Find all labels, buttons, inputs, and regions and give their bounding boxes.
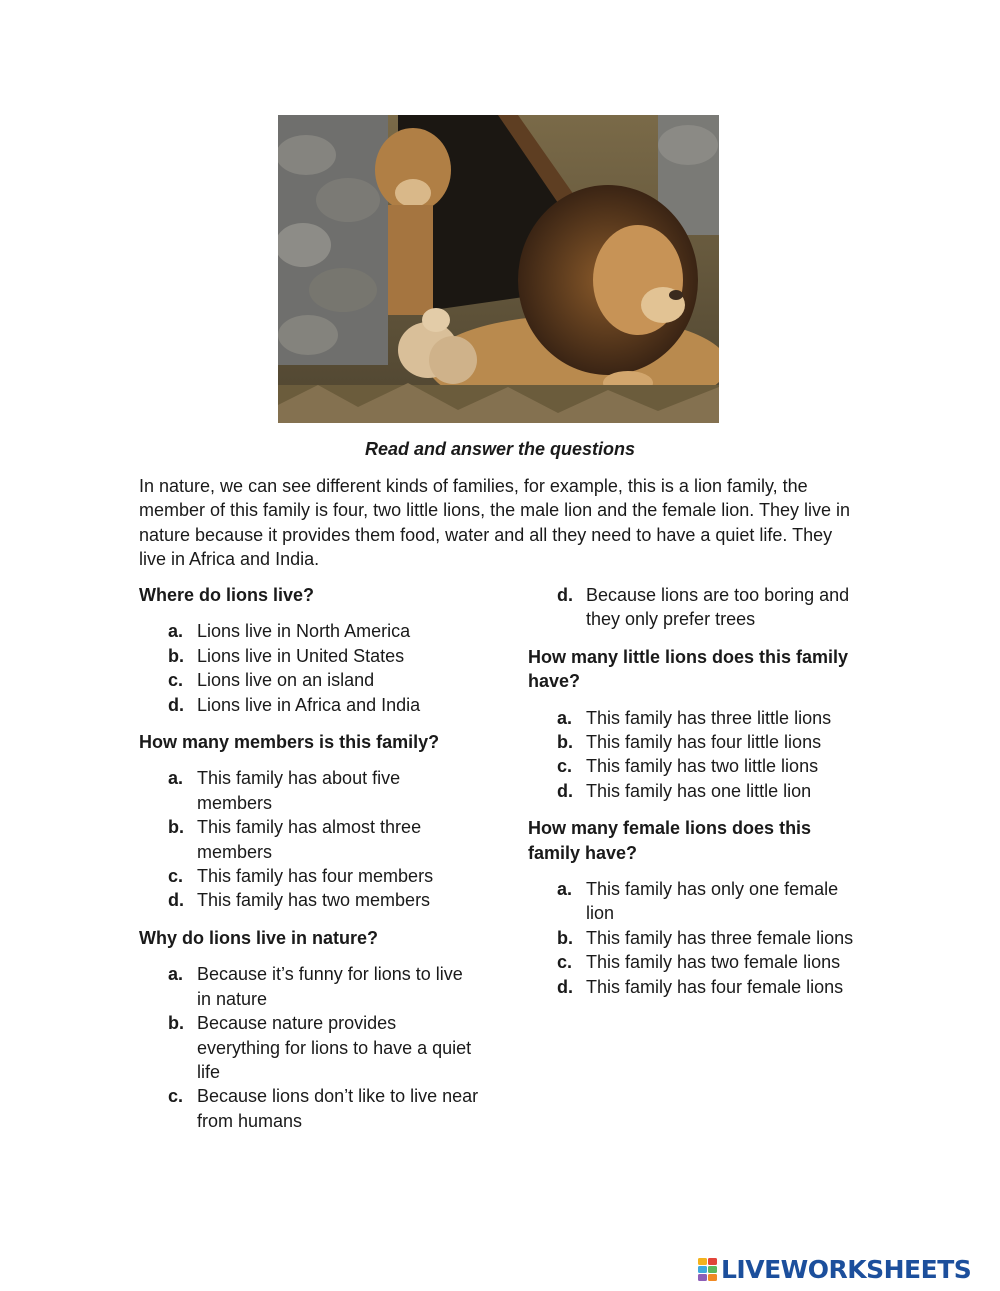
question-3-options <box>139 962 479 1133</box>
question-4: How many little lions does this family have? <box>528 646 849 692</box>
option-text: This family has two little lions <box>586 756 819 777</box>
option-1d[interactable] <box>139 693 479 717</box>
liveworksheets-logo-icon <box>698 1258 718 1282</box>
option-1a[interactable] <box>139 619 479 643</box>
option-text: This family has three female lions <box>586 927 854 948</box>
option-2c[interactable] <box>139 864 479 888</box>
lion-photo-illustration <box>278 115 719 423</box>
option-text: This family has about five members <box>197 768 401 813</box>
option-text: This family has four little lions <box>586 732 822 753</box>
option-text: Because lions are too boring and they only prefer trees <box>586 585 850 630</box>
question-1-options <box>139 619 479 717</box>
option-letter: a. <box>168 768 184 789</box>
option-3d[interactable] <box>528 583 868 632</box>
questions-right-column <box>528 583 868 1012</box>
question-3: Why do lions live in nature? <box>139 927 379 948</box>
option-2a[interactable] <box>139 766 479 815</box>
option-3a[interactable] <box>139 962 479 1011</box>
question-3-options-continued <box>528 583 868 632</box>
option-letter: c. <box>557 952 573 973</box>
instruction-heading: Read and answer the questions <box>364 439 636 459</box>
option-letter: d. <box>557 780 573 801</box>
option-3b[interactable] <box>139 1011 479 1084</box>
question-2-options <box>139 766 479 912</box>
option-letter: a. <box>557 707 573 728</box>
option-4d[interactable] <box>528 779 868 803</box>
option-4c[interactable] <box>528 754 868 778</box>
option-letter: a. <box>168 964 184 985</box>
option-letter: b. <box>168 817 184 838</box>
option-text: This family has three little lions <box>586 707 832 728</box>
option-text: This family has two members <box>197 890 431 911</box>
option-5a[interactable] <box>528 877 868 926</box>
option-letter: b. <box>168 1013 184 1034</box>
option-5c[interactable] <box>528 950 868 974</box>
option-text: This family has one little lion <box>586 780 812 801</box>
option-text: This family has four members <box>197 866 434 887</box>
option-letter: c. <box>557 756 573 777</box>
option-letter: b. <box>557 927 573 948</box>
question-2: How many members is this family? <box>139 732 440 753</box>
option-letter: a. <box>557 879 573 900</box>
option-4a[interactable] <box>528 706 868 730</box>
question-5: How many female lions does this family have? <box>528 818 812 863</box>
liveworksheets-logo-text: LIVEWORKSHEETS <box>721 1255 972 1284</box>
option-letter: a. <box>168 621 184 642</box>
option-1b[interactable] <box>139 644 479 668</box>
option-letter: d. <box>557 585 573 605</box>
option-2b[interactable] <box>139 815 479 864</box>
option-text: Because nature provides everything for lions to have a quiet life <box>197 1013 472 1082</box>
option-letter: c. <box>168 1086 184 1107</box>
lion-family-photo <box>278 115 719 423</box>
option-3c[interactable] <box>139 1084 479 1133</box>
option-1c[interactable] <box>139 668 479 692</box>
option-text: Because it’s funny for lions to live in nature <box>197 964 463 1009</box>
question-1: Where do lions live? <box>139 585 315 605</box>
reading-passage: In nature, we can see different kinds of families, for example, this is a lion family, the member of this family is four, two little lions, the male lion and the female lion. They live in nature because it provides them food, water and all they need to have a quiet life. They live in Africa and India. <box>139 476 850 570</box>
option-text: Because lions don’t like to live near from humans <box>197 1086 479 1131</box>
option-4b[interactable] <box>528 730 868 754</box>
option-text: This family has four female lions <box>586 976 844 997</box>
option-letter: c. <box>168 866 184 887</box>
option-letter: d. <box>168 890 184 911</box>
option-letter: c. <box>168 670 184 691</box>
option-text: Lions live in Africa and India <box>197 694 421 715</box>
option-letter: b. <box>557 732 573 753</box>
option-letter: b. <box>168 645 184 666</box>
option-text: This family has two female lions <box>586 952 841 973</box>
option-2d[interactable] <box>139 888 479 912</box>
option-text: Lions live in North America <box>197 621 411 642</box>
option-text: Lions live in United States <box>197 645 405 666</box>
option-5b[interactable] <box>528 926 868 950</box>
liveworksheets-logo <box>698 1256 971 1284</box>
question-4-options <box>528 706 868 804</box>
option-text: Lions live on an island <box>197 670 375 691</box>
option-text: This family has only one female lion <box>586 879 839 924</box>
question-5-options <box>528 877 868 999</box>
option-letter: d. <box>168 694 184 715</box>
option-text: This family has almost three members <box>197 817 422 862</box>
option-letter: d. <box>557 976 573 997</box>
questions-left-column <box>139 583 479 1146</box>
option-5d[interactable] <box>528 975 868 999</box>
